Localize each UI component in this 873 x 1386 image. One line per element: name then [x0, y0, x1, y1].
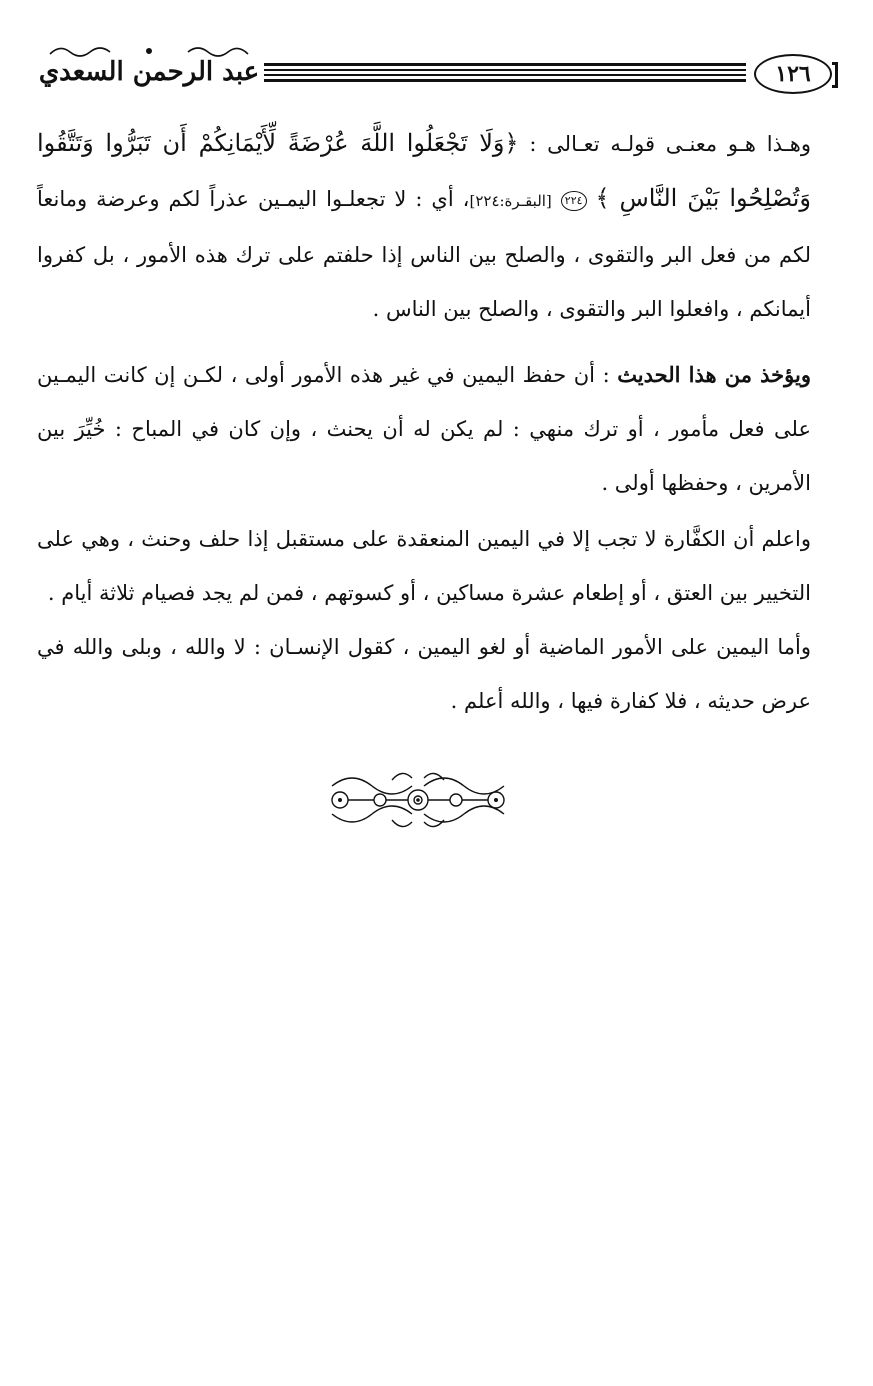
paragraph-1 — [37, 116, 811, 336]
page-number-bracket — [832, 62, 838, 88]
paragraph-2-text: : أن حفظ اليمين في غير هذه الأمور أولى ، لكـن إن كانت اليمـين على فعل مأمور ، أو ترك منهي : لم يكن له أن يحنث ، وإن كان في المباح : خُيِّرَ بين الأمرين ، وحفظها أولى . — [37, 363, 811, 495]
header-rule — [264, 63, 746, 85]
paragraph-1-intro: وهـذا هـو معنـى قولـه تعـالى : — [518, 132, 811, 156]
ayah-number-badge: ٢٢٤ — [561, 191, 587, 211]
quran-verse: ﴿وَلَا تَجْعَلُوا اللَّهَ عُرْضَةً لِّأَيْمَانِكُمْ أَن تَبَرُّوا وَتَتَّقُوا وَتُصْلِحُوا بَيْنَ النَّاسِ ﴾ — [37, 129, 811, 212]
paragraph-4: وأما اليمين على الأمور الماضية أو لغو اليمين ، كقول الإنسـان : لا والله ، وبلى والله في عرض حديثه ، فلا كفارة فيها ، والله أعلم . — [37, 635, 811, 713]
paragraph-3: واعلم أن الكفَّارة لا تجب إلا في اليمين المنعقدة على مستقبل إذا حلف وحنث ، وهي على التخيير بين العتق ، أو إطعام عشرة مساكين ، أو كسوتهم ، فمن لم يجد فصيام ثلاثة أيام . — [37, 527, 811, 605]
floral-divider-icon — [322, 766, 514, 834]
page-number: ١٢٦ — [754, 54, 832, 94]
paragraph-2-lead: ويؤخذ من هذا الحديث — [617, 362, 812, 387]
paragraph-1-text: ، أي : لا تجعلـوا اليمـين عذراً لكم وعرضة ومانعاً لكم من فعل البر والتقوى ، والصلح بين الناس إذا حلفتم على ترك هذه الأمور ، بل كفروا أيمانكم ، وافعلوا البر والتقوى ، والصلح بين الناس . — [37, 187, 811, 321]
paragraph-2 — [37, 348, 811, 510]
verse-reference: [البقـرة:٢٢٤] — [469, 192, 552, 210]
author-name: عبد الرحمن السعدي — [38, 57, 260, 87]
page-header — [38, 44, 838, 114]
